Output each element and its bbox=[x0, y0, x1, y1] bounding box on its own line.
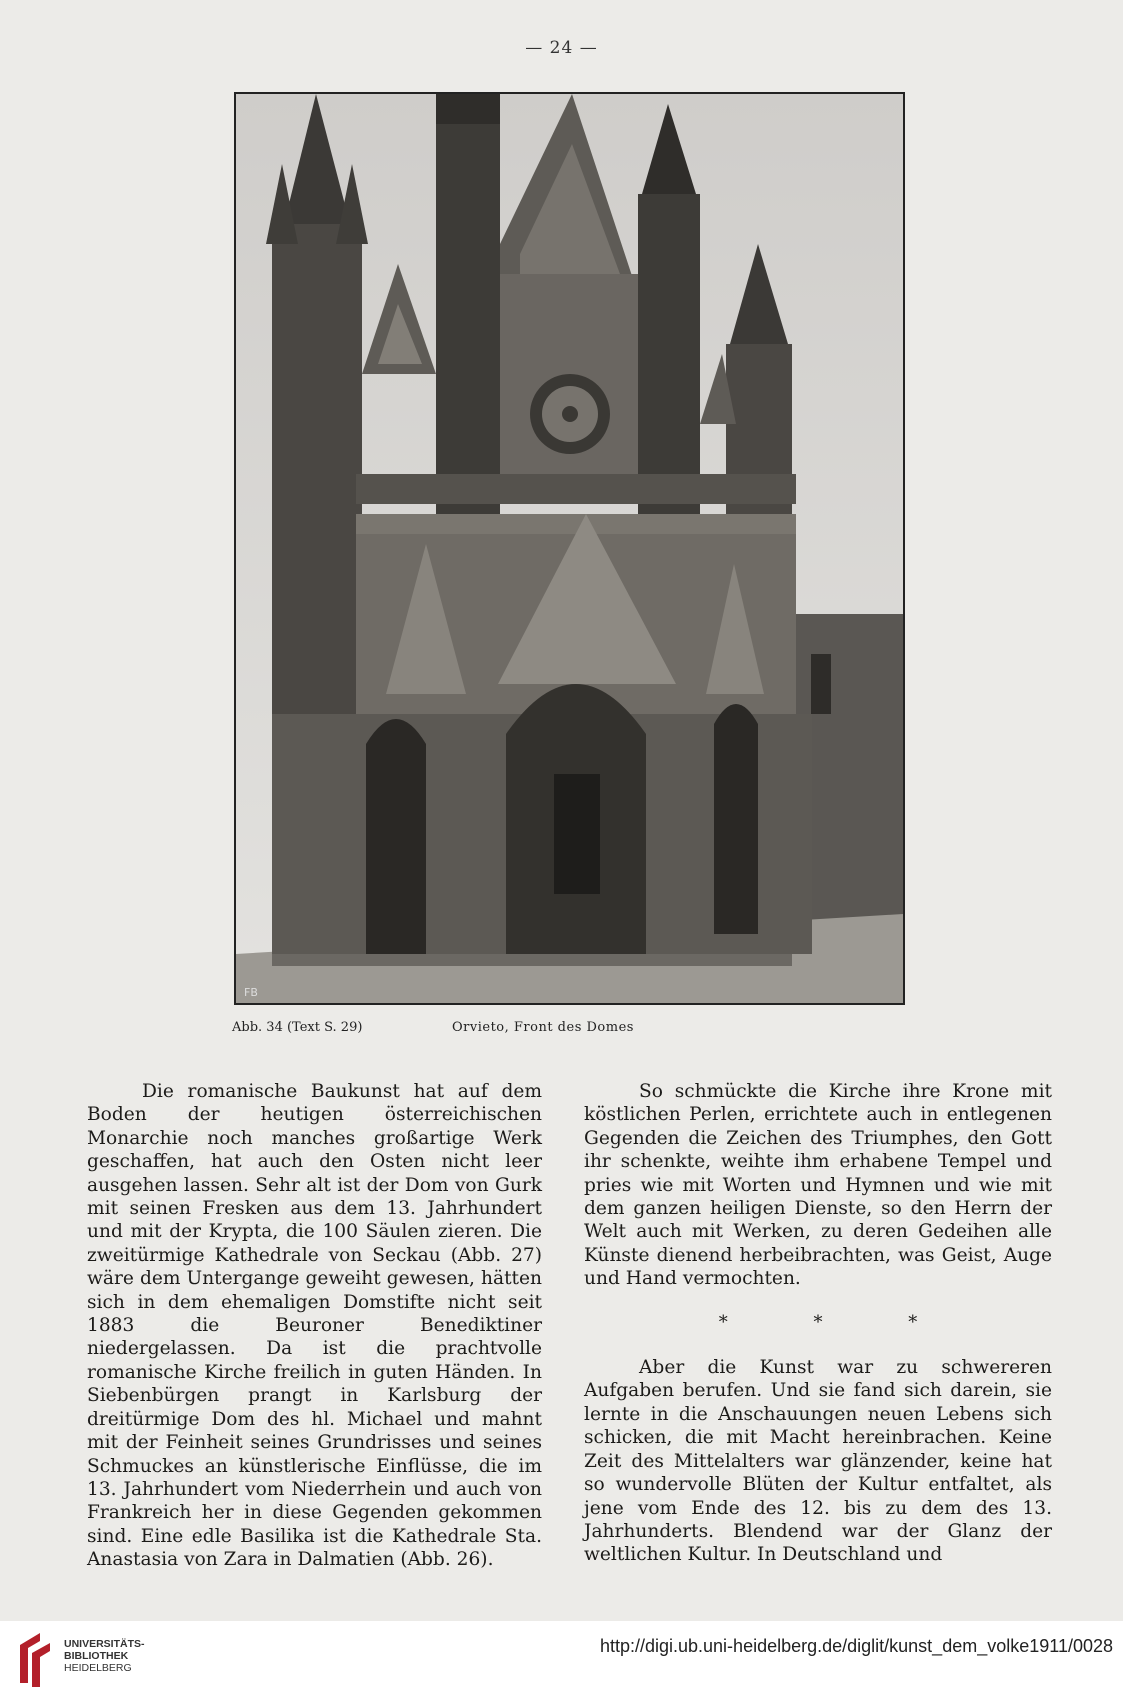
photo-monogram: FB bbox=[244, 986, 258, 999]
section-separator: * * * bbox=[718, 1311, 958, 1333]
cathedral-photo bbox=[234, 92, 905, 1005]
cathedral-illustration bbox=[236, 94, 903, 1003]
left-paragraph: Die romanische Baukunst hat auf dem Boden der heutigen österreichischen Monarchie noch manches großartige Werk geschaffen, hat auch den Osten nicht leer ausgehen lassen. Sehr alt ist der Dom von Gurk mit seinen Fresken aus dem 13. Jahrhundert und mit der Krypta, die 100 Säulen zieren. Die zweitürmige Kathedrale von Seckau (Abb. 27) wäre dem Untergange geweiht gewesen, hätten sich in dem ehemaligen Domstifte nicht seit 1883 die Beuroner Benediktiner niedergelassen. Da ist die prachtvolle romanische Kirche freilich in guten Händen. In Siebenbürgen prangt in Karlsburg der dreitürmige Dom des hl. Michael und mahnt mit der Feinheit seines Grundrisses und seines Schmuckes an künstlerische Einflüsse, die im 13. Jahrhundert vom Niederrhein und auch von Frankreich her in diese Gegenden gekommen sind. Eine edle Basilika ist die Kathedrale Sta. Anastasia von Zara in Dalmatien (Abb. 26). bbox=[87, 1081, 542, 1571]
page-number: — 24 — bbox=[525, 38, 598, 58]
figure-caption: Orvieto, Front des Domes bbox=[452, 1020, 634, 1035]
library-name-line1: UNIVERSITÄTS- bbox=[64, 1638, 145, 1650]
right-paragraph-2: Aber die Kunst war zu schwereren Aufgaben berufen. Und sie fand sich darein, sie lernte in die Anschauungen neuen Lebens sich schicken, die mit Macht hereinbrachen. Keine Zeit des Mittelalters war glänzender, keine hat so wundervolle Blüten der Kultur entfaltet, als jene vom Ende des 12. bis zu dem des 13. Jahrhunderts. Blendend war der Glanz der weltlichen Kultur. In Deutschland und bbox=[584, 1357, 1052, 1566]
library-name-line3: HEIDELBERG bbox=[64, 1662, 132, 1674]
right-paragraph-1: So schmückte die Kirche ihre Krone mit köstlichen Perlen, errichtete auch in entlegenen Gegenden die Zeichen des Triumphes, den Gott ihr schenkte, weihte ihm erhabene Tempel und pries wie mit Worten und Hymnen und wie mit dem ganzen heiligen Dienste, so den Herrn der Welt auch mit Werken, zu deren Gedeihen alle Künste dienend herbeibrachten, was Geist, Auge und Hand vermochten. bbox=[584, 1081, 1052, 1290]
figure-reference: Abb. 34 (Text S. 29) bbox=[232, 1020, 363, 1035]
library-name-line2: BIBLIOTHEK bbox=[64, 1650, 129, 1662]
source-url[interactable]: http://digi.ub.uni-heidelberg.de/diglit/kunst_dem_volke1911/0028 bbox=[599, 1636, 1113, 1656]
library-footer bbox=[0, 1621, 1123, 1702]
right-column bbox=[584, 1080, 1052, 1567]
library-logo-icon bbox=[14, 1631, 56, 1691]
left-column bbox=[87, 1080, 542, 1572]
library-name bbox=[64, 1638, 145, 1674]
